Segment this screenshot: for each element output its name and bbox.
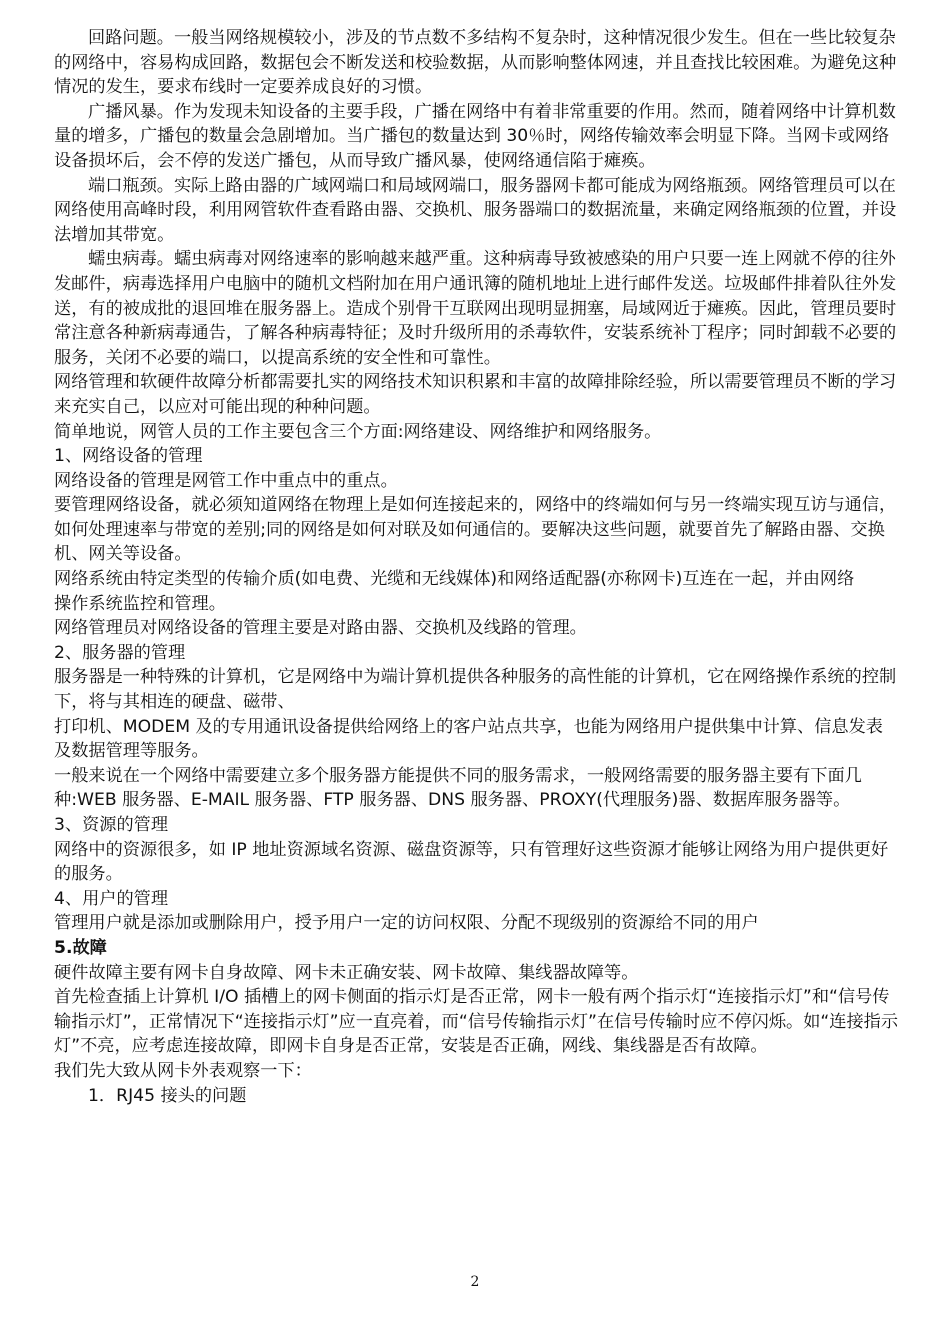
paragraph-admin-duties: 简单地说，网管人员的工作主要包含三个方面:网络建设、网络维护和网络服务。 (54, 421, 662, 442)
paragraph-port-bottleneck: 端口瓶颈。实际上路由器的广域网端口和局域网端口，服务器网卡都可能成为网络瓶颈。网络管理员可以在网络使用高峰时段，利用网管软件查看路由器、交换机、服务器端口的数据流量，来确定网络瓶颈的位置，并设法增加其带宽。 (54, 175, 897, 245)
paragraph-server-sharing: 打印机、MODEM 及的专用通讯设备提供给网络上的客户站点共享，也能为网络用户提供集中计算、信息发表及数据管理等服务。 (54, 716, 883, 762)
paragraph-management-summary: 网络管理和软硬件故障分析都需要扎实的网络技术知识积累和丰富的故障排除经验，所以需要管理员不断的学习来充实自己，以应对可能出现的种种问题。 (54, 372, 897, 417)
paragraph-worm-virus: 蠕虫病毒。蠕虫病毒对网络速率的影响越来越严重。这种病毒导致被感染的用户只要一连上网就不停的往外发邮件，病毒选择用户电脑中的随机文档附加在用户通讯簿的随机地址上进行邮件发送。垃圾邮件排着队往外发送，有的被成批的退回堆在服务器上。造成个别骨干互联网出现明显拥塞，局域网近于瘫痪。因此，管理员要时常注意各种新病毒通告，了解各种病毒特征；及时升级所用的杀毒软件，安装系统补丁程序；同时卸载不必要的服务，关闭不必要的端口，以提高系统的安全性和可靠性。 (54, 249, 897, 368)
paragraph-hardware-faults: 硬件故障主要有网卡自身故障、网卡未正确安装、网卡故障、集线器故障等。 (54, 962, 639, 983)
paragraph-resources: 网络中的资源很多，如 IP 地址资源域名资源、磁盘资源等，只有管理好这些资源才能够让网络为用户提供更好的服务。 (54, 839, 889, 885)
paragraph-loop-problem: 回路问题。一般当网络规模较小，涉及的节点数不多结构不复杂时，这种情况很少发生。但在一些比较复杂的网络中，容易构成回路，数据包会不断发送和校验数据，从而影响整体网速，并且查找比较困难。为避免这种情况的发生，要求布线时一定要养成良好的习惯。 (54, 28, 897, 98)
heading-user-management: 4、用户的管理 (54, 888, 169, 909)
paragraph-devices-scope: 网络管理员对网络设备的管理主要是对路由器、交换机及线路的管理。 (54, 618, 587, 639)
heading-rj45-problem: 1．RJ45 接头的问题 (88, 1085, 247, 1106)
heading-faults: 5.故障 (54, 937, 107, 958)
paragraph-server-types: 一般来说在一个网络中需要建立多个服务器方能提供不同的服务需求，一般网络需要的服务器主要有下面几种:WEB 服务器、E-MAIL 服务器、FTP 服务器、DNS 服务器、PROXY(代理服务)器、数据库服务器等。 (54, 765, 862, 811)
paragraph-devices-detail: 要管理网络设备，就必须知道网络在物理上是如何连接起来的，网络中的终端如何与另一终端实现互访与通信，如何处理速率与带宽的差别;同的网络是如何对联及如何通信的。要解决这些问题，就要首先了解路由器、交换机、网关等设备。 (54, 495, 897, 565)
heading-server-management: 2、服务器的管理 (54, 642, 186, 663)
paragraph-network-system: 网络系统由特定类型的传输介质(如电费、光缆和无线媒体)和网络适配器(亦称网卡)互连在一起，并由网络 (54, 569, 855, 590)
paragraph-broadcast-storm: 广播风暴。作为发现未知设备的主要手段，广播在网络中有着非常重要的作用。然而，随着网络中计算机数量的增多，广播包的数量会急剧增加。当广播包的数量达到 30％时，网络传输效率会明显下降。当网卡或网络设备损坏后，会不停的发送广播包，从而导致广播风暴，使网络通信陷于瘫痪。 (54, 101, 896, 171)
document-body (54, 26, 900, 1108)
paragraph-users: 管理用户就是添加或删除用户，授予用户一定的访问权限、分配不现级别的资源给不同的用户 (54, 913, 759, 934)
paragraph-indicator-lights: 首先检查插上计算机 I/O 插槽上的网卡侧面的指示灯是否正常，网卡一般有两个指示灯“连接指示灯”和“信号传输指示灯”，正常情况下“连接指示灯”应一直亮着，而“信号传输指示灯”在信号传输时应不停闪烁。如“连接指示灯”不亮，应考虑连接故障，即网卡自身是否正常，安装是否正确，网线、集线器是否有故障。 (54, 987, 899, 1057)
heading-resource-management: 3、资源的管理 (54, 815, 169, 835)
paragraph-devices-key-point: 网络设备的管理是网管工作中重点中的重点。 (54, 470, 398, 491)
heading-network-devices: 1、网络设备的管理 (54, 446, 203, 467)
page-number: 2 (470, 1274, 480, 1290)
paragraph-os-monitoring: 操作系统监控和管理。 (54, 593, 226, 614)
paragraph-observe-nic: 我们先大致从网卡外表观察一下： (54, 1060, 312, 1081)
paragraph-server-definition: 服务器是一种特殊的计算机，它是网络中为端计算机提供各种服务的高性能的计算机，它在网络操作系统的控制下，将与其相连的硬盘、磁带、 (54, 667, 897, 713)
